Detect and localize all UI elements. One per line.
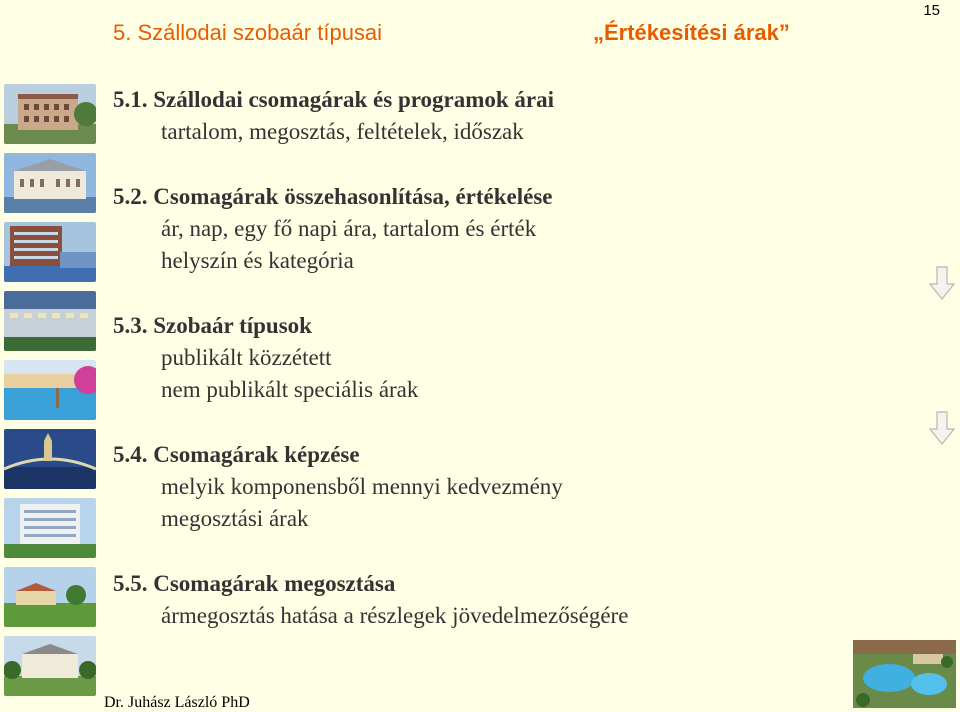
- section-line: ármegosztás hatása a részlegek jövedelmezőségére: [161, 603, 629, 628]
- footer-author: Dr. Juhász László PhD: [104, 694, 250, 711]
- slide-subtitle: „Értékesítési árak”: [593, 20, 790, 45]
- section-line: tartalom, megosztás, feltételek, időszak: [161, 119, 524, 144]
- section-line: ár, nap, egy fő napi ára, tartalom és érték: [161, 216, 537, 241]
- section-5-4: [113, 439, 873, 535]
- down-arrow-icon: [929, 266, 955, 300]
- down-arrow-icon: [929, 411, 955, 445]
- page-number: 15: [923, 2, 940, 19]
- section-heading: 5.3. Szobaár típusok: [113, 313, 312, 338]
- pool-aerial-photo: [853, 640, 956, 708]
- photo-strip: [4, 84, 98, 705]
- section-heading: 5.4. Csomagárak képzése: [113, 442, 360, 467]
- hotel-photo: [4, 291, 96, 351]
- garden-photo: [4, 567, 96, 627]
- section-heading: 5.2. Csomagárak összehasonlítása, értékelése: [113, 184, 553, 209]
- slide-title: 5. Szállodai szobaár típusai: [113, 20, 383, 45]
- castle-photo: [4, 636, 96, 696]
- section-5-1: [113, 84, 873, 148]
- hotel-photo: [4, 222, 96, 282]
- hotel-photo: [4, 498, 96, 558]
- pool-photo: [4, 360, 96, 420]
- city-photo: [4, 429, 96, 489]
- section-5-5: [113, 568, 873, 632]
- section-5-2: [113, 181, 873, 277]
- section-line: publikált közzétett: [161, 345, 332, 370]
- hotel-photo: [4, 153, 96, 213]
- section-heading: 5.5. Csomagárak megosztása: [113, 571, 396, 596]
- hotel-photo: [4, 84, 96, 144]
- section-line: megosztási árak: [161, 506, 309, 531]
- section-line: melyik komponensből mennyi kedvezmény: [161, 474, 563, 499]
- section-5-3: [113, 310, 873, 406]
- section-heading: 5.1. Szállodai csomagárak és programok árai: [113, 87, 555, 112]
- section-line: helyszín és kategória: [161, 248, 354, 273]
- section-line: nem publikált speciális árak: [161, 377, 419, 402]
